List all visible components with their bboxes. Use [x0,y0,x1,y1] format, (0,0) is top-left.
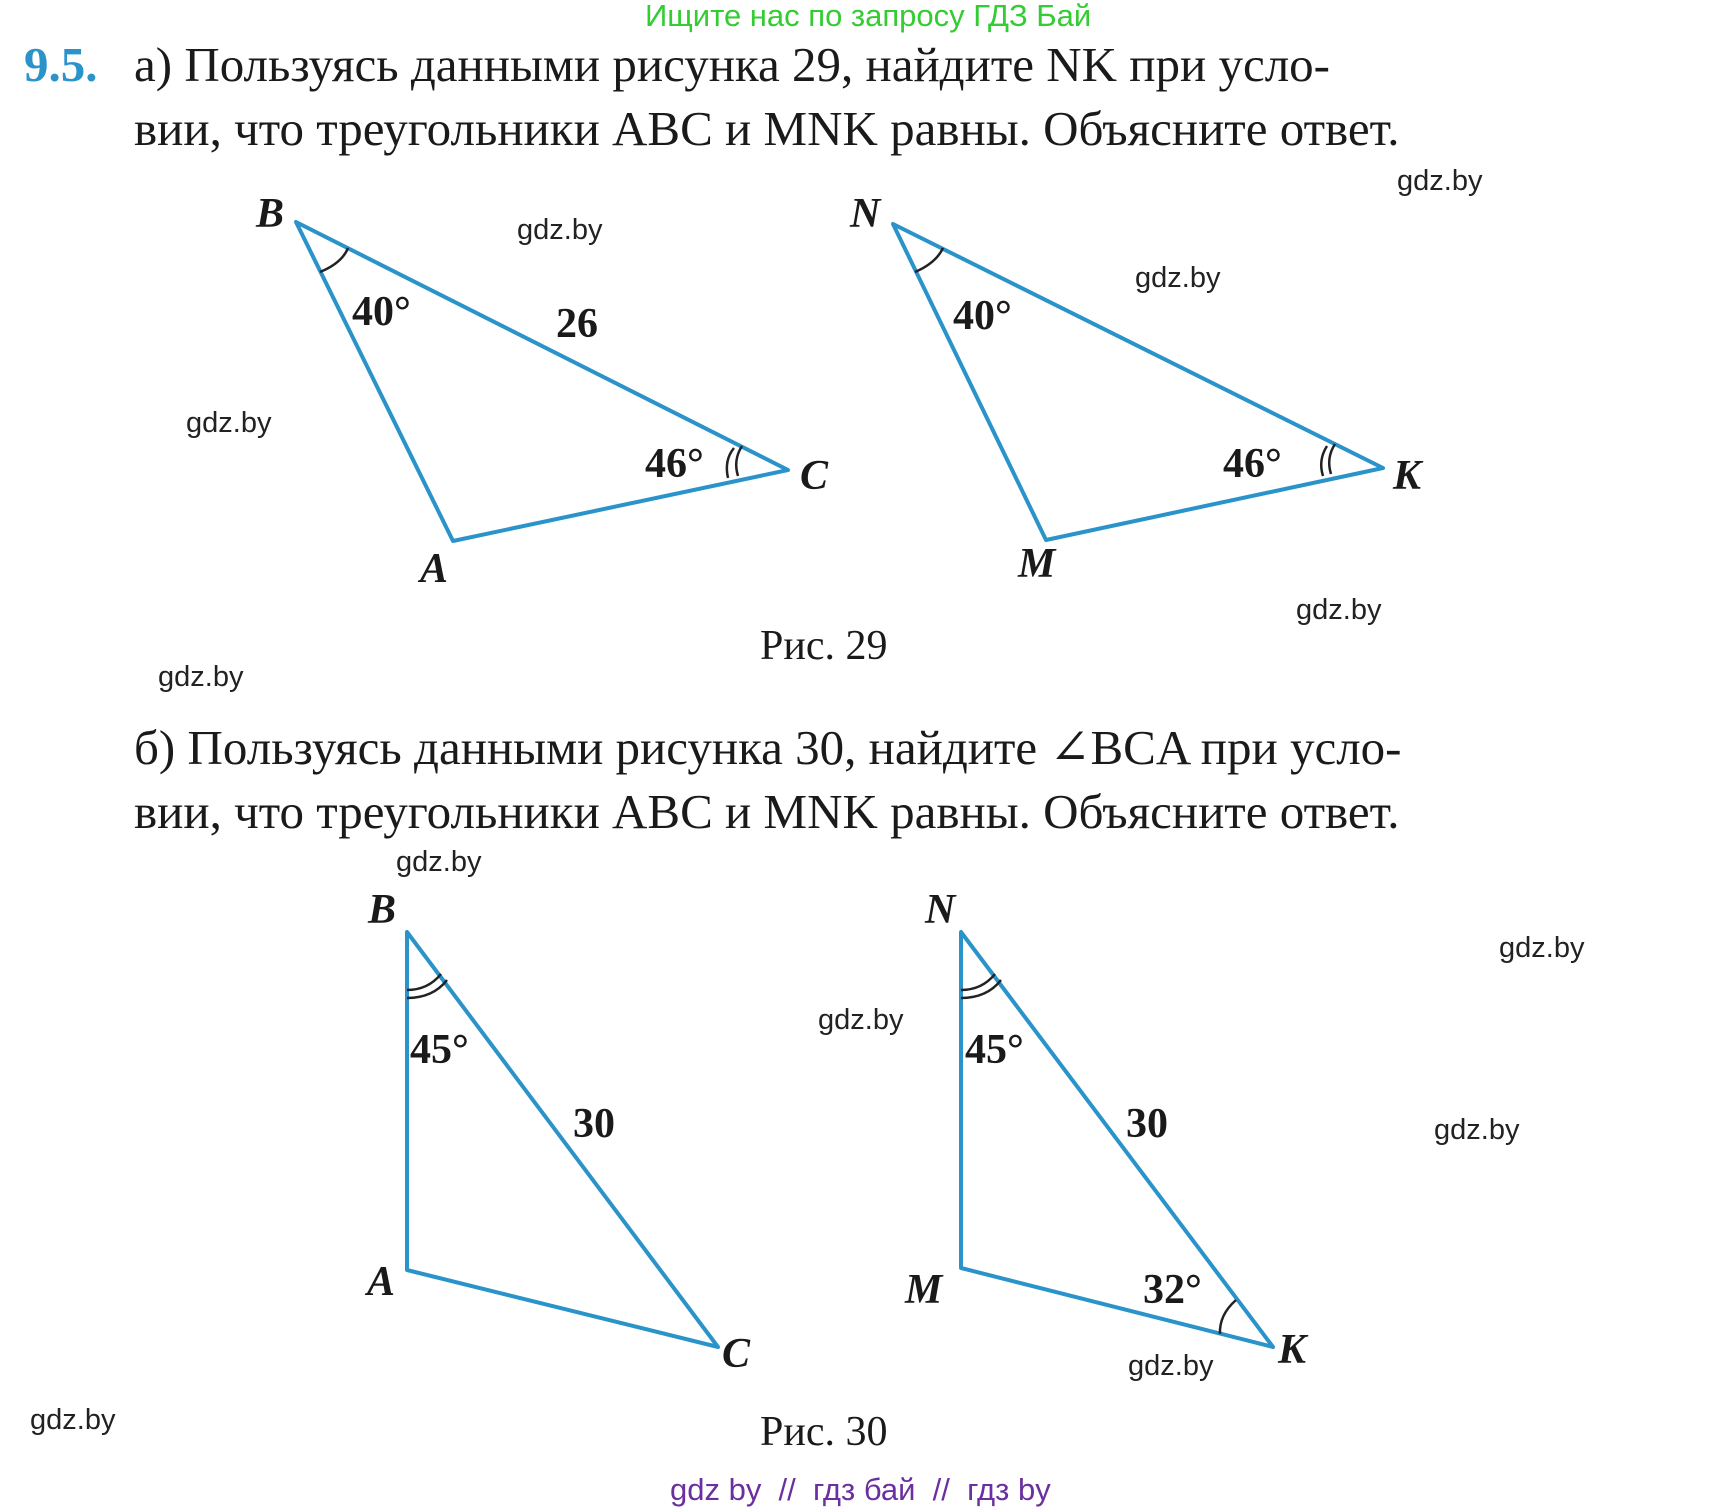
label-b-29: B [256,191,285,237]
label-a-30: A [367,1259,396,1305]
angle-k-arc-30 [1220,1300,1236,1334]
angle-n-arc-30a [961,974,995,990]
watermark: gdz.by [1434,1114,1520,1146]
label-a-29: A [420,546,449,592]
angle-k-value-29: 46° [1223,441,1282,487]
watermark: gdz.by [1135,262,1221,294]
side-nk-value-30: 30 [1126,1101,1168,1147]
label-m-30: M [905,1267,943,1313]
watermark: gdz.by [517,214,603,246]
watermark: gdz.by [30,1404,116,1436]
label-k-30: K [1278,1327,1307,1373]
label-k-29: K [1393,453,1422,499]
watermark: gdz.by [1499,932,1585,964]
angle-n-value-30: 45° [965,1027,1024,1073]
figure-29-caption: Рис. 29 [760,623,888,669]
angle-n-value-29: 40° [953,293,1012,339]
problem-number: 9.5. [24,37,98,92]
triangle-mnk-30 [961,932,1273,1347]
part-a-line-1: а) Пользуясь данными рисунка 29, найдите NK при усло- [134,37,1330,92]
triangle-abc-30 [407,932,718,1347]
angle-b-value-29: 40° [352,289,411,335]
watermark: gdz.by [818,1004,904,1036]
part-b-line-2: вии, что треугольники ABC и MNK равны. Объясните ответ. [134,784,1400,839]
watermark: gdz.by [1397,165,1483,197]
label-m-29: M [1018,541,1056,587]
top-banner: Ищите нас по запросу ГДЗ Бай [645,0,1092,33]
label-n-29: N [850,191,881,237]
watermark: gdz.by [1128,1350,1214,1382]
watermark: gdz.by [1296,594,1382,626]
footer-links: gdz by // гдз бай // гдз by [670,1472,1051,1507]
angle-b-value-30: 45° [410,1027,469,1073]
angle-k-value-30: 32° [1143,1267,1202,1313]
side-bc-value-29: 26 [556,301,598,347]
watermark: gdz.by [396,846,482,878]
angle-c-value-29: 46° [645,441,704,487]
part-a-line-2: вии, что треугольники ABC и MNK равны. Объясните ответ. [134,101,1400,156]
watermark: gdz.by [186,407,272,439]
watermark: gdz.by [158,661,244,693]
part-b-line-1: б) Пользуясь данными рисунка 30, найдите ∠BCA при усло- [134,720,1402,775]
side-bc-value-30: 30 [573,1101,615,1147]
label-c-29: C [800,453,829,499]
label-c-30: C [722,1331,751,1377]
label-n-30: N [925,887,956,933]
label-b-30: B [368,887,397,933]
figure-30-caption: Рис. 30 [760,1409,888,1455]
angle-b-arc-30a [407,974,441,990]
